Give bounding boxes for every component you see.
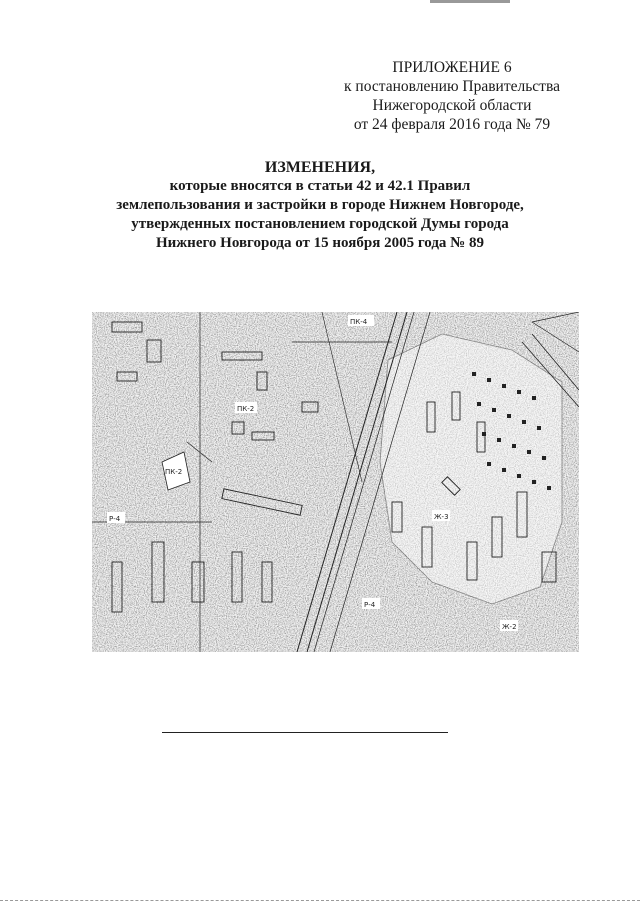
document-title (60, 158, 580, 253)
appendix-date-line: от 24 февраля 2016 года № 79 (353, 116, 551, 133)
scan-artifact-bottom (0, 900, 640, 901)
zone-label-r4-bottom: Р-4 (364, 601, 376, 609)
title-heading: ИЗМЕНЕНИЯ, (264, 159, 376, 176)
title-line: Нижнего Новгорода от 15 ноября 2005 года № 89 (155, 235, 485, 251)
appendix-ref-line: к постановлению Правительства (344, 78, 560, 95)
zone-label-zh3: Ж-3 (434, 513, 449, 521)
title-line: утвержденных постановлением городской Думы города (131, 216, 509, 232)
separator-rule (162, 732, 448, 733)
zone-label-pk4: ПК-4 (350, 318, 368, 326)
appendix-ref-line: Нижегородской области (372, 97, 532, 114)
scan-artifact-top (430, 0, 510, 3)
appendix-number: ПРИЛОЖЕНИЕ 6 (392, 59, 512, 76)
appendix-header (322, 58, 582, 134)
zone-label-pk2b: ПК-2 (165, 468, 183, 476)
zone-label-zh2: Ж-2 (502, 623, 517, 631)
title-line: землепользования и застройки в городе Нижнем Новгороде, (116, 197, 524, 213)
zoning-map (92, 312, 579, 652)
zone-label-r4-left: Р-4 (109, 515, 121, 523)
title-line: которые вносятся в статьи 42 и 42.1 Правил (169, 178, 471, 194)
zone-label-pk2: ПК-2 (237, 405, 255, 413)
